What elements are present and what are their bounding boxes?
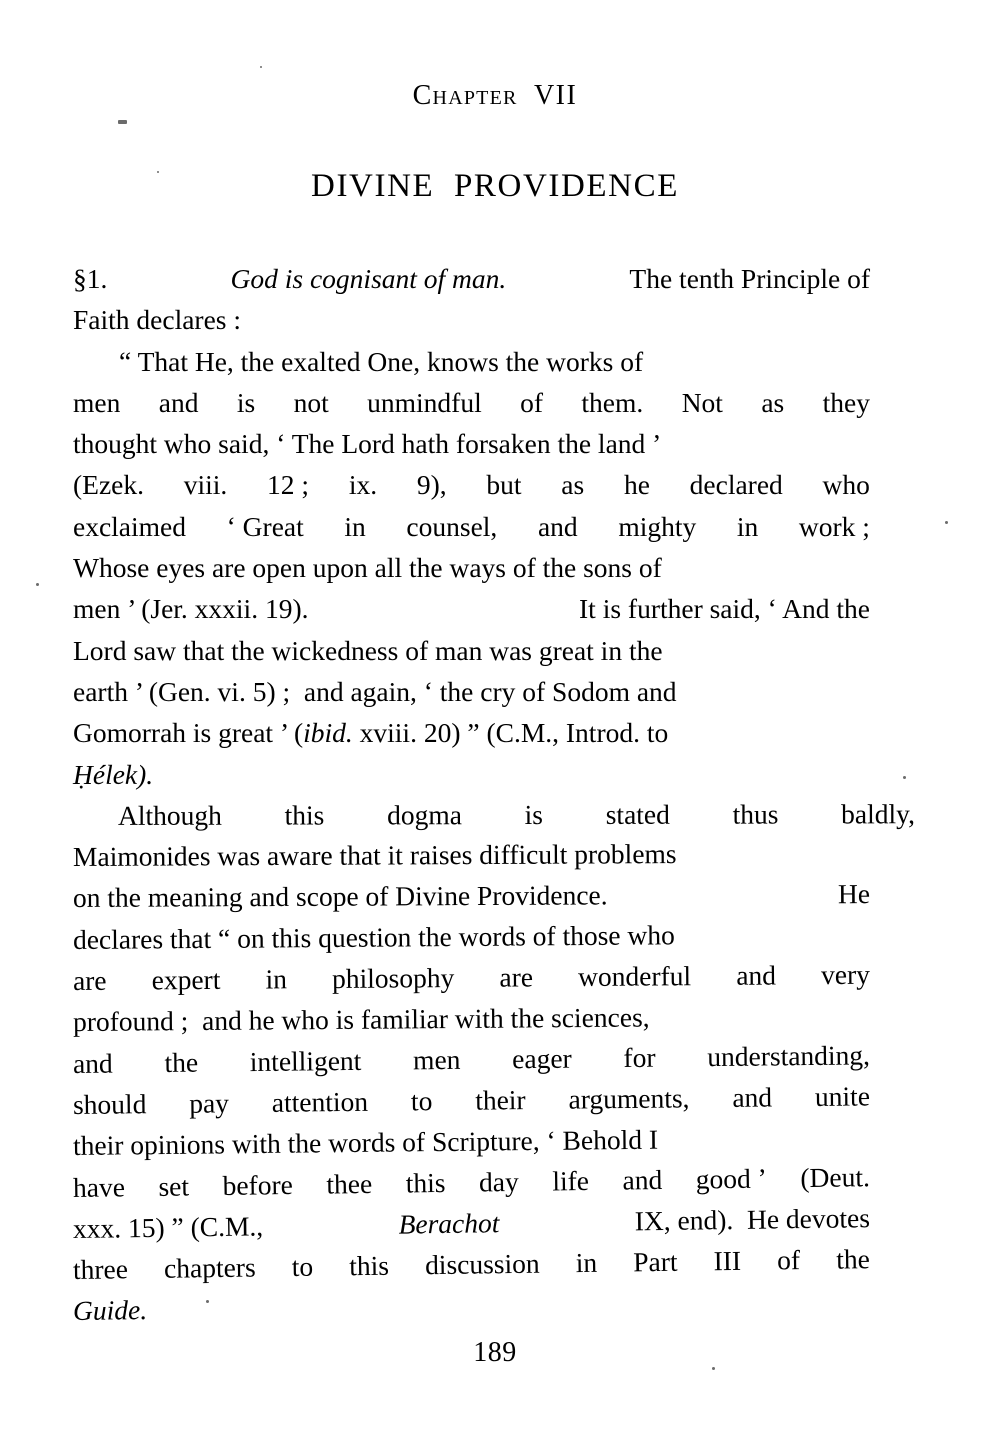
text-word: arguments, (568, 1082, 690, 1115)
text-word: (Ezek. (73, 469, 144, 501)
text-line (73, 874, 870, 919)
text-line: earth ’ (Gen. vi. 5) ; and again, ‘ the cry of Sodom and (73, 675, 677, 707)
section-marker: §1. (73, 263, 108, 294)
text-line: Whose eyes are open upon all the ways of the sons of (73, 552, 662, 584)
ibid-italic: ibid. (303, 717, 353, 749)
text-word: ‘ Great (226, 510, 304, 542)
chapter-heading-spacer (518, 80, 534, 111)
page-number: 189 (473, 1337, 517, 1368)
text-word: before (222, 1168, 294, 1201)
text-word: intelligent (249, 1044, 362, 1077)
chapter-heading-number: VII (533, 80, 578, 111)
text-word: not (293, 386, 329, 418)
section-heading-italic: God is cognisant of man. (230, 263, 507, 294)
text-word: is (236, 386, 256, 418)
text-word: this (405, 1166, 446, 1198)
scripture-citation: men ’ (Jer. xxxii. 19). (73, 593, 309, 625)
text-word: but (486, 469, 522, 501)
text-word: have (72, 1170, 126, 1203)
text-word: viii. (183, 469, 228, 501)
text-word: in (344, 510, 366, 542)
text-line (73, 793, 915, 836)
text-line (73, 954, 870, 1002)
text-line: declares that “ on this question the words of those who (72, 919, 675, 955)
text-word: are (72, 964, 107, 997)
text-word: in (265, 963, 288, 995)
text-line: Faith declares : (73, 304, 241, 336)
text-word: wonderful (577, 960, 692, 993)
text-word: of (520, 386, 544, 418)
scan-speckle (903, 776, 906, 779)
helek-italic: Ḥélek). (72, 758, 154, 790)
text-word: discussion (424, 1247, 540, 1281)
text-word: and (732, 1081, 773, 1113)
text-word: the (164, 1046, 199, 1078)
text-line: “ That He, the exalted One, knows the works of (119, 345, 644, 377)
text-fragment (353, 717, 360, 748)
text-word: III (713, 1245, 742, 1277)
text-line (73, 752, 873, 795)
scan-speckle (118, 120, 127, 124)
berachot-italic: Berachot (398, 1207, 500, 1240)
text-word: as (561, 469, 585, 501)
text-word: in (575, 1246, 598, 1279)
text-word: pay (189, 1087, 230, 1119)
text-word: 9), (416, 469, 447, 501)
text-line: their opinions with the words of Scripture, ‘ Behold I (72, 1123, 659, 1162)
scan-speckle (36, 583, 39, 586)
text-word: set (158, 1169, 190, 1202)
text-line (73, 506, 870, 547)
text-word: thus (732, 798, 779, 830)
text-word: Although (117, 799, 222, 831)
text-word: of (776, 1244, 801, 1276)
text-word: unmindful (367, 386, 482, 418)
text-word: good ’ (695, 1162, 768, 1195)
text-word: (Deut. (800, 1160, 871, 1193)
text-word: eager (512, 1042, 572, 1074)
text-word: he (623, 469, 650, 501)
text-word: they (822, 386, 870, 418)
text-fragment: Gomorrah is great ’ (73, 717, 288, 749)
scan-speckle (260, 66, 262, 68)
text-word: this (284, 799, 325, 831)
text-line (73, 712, 873, 753)
chapter-heading (0, 80, 990, 112)
body-text (72, 258, 915, 1332)
text-fragment: ( (287, 717, 304, 749)
text-word: for (623, 1041, 656, 1073)
text-word: this (349, 1249, 390, 1282)
text-word: and (537, 510, 578, 542)
text-word: thee (326, 1167, 373, 1200)
text-fragment: xviii. 20) ” (C.M., Introd. to (359, 717, 669, 749)
text-fragment: It is further said, ‘ And the (579, 593, 870, 625)
text-word: to (291, 1250, 314, 1283)
guide-italic: Guide. (72, 1294, 148, 1327)
text-word: exclaimed (73, 510, 186, 542)
text-word: Not (681, 386, 723, 418)
text-word: them. (581, 386, 644, 418)
text-word: counsel, (406, 510, 498, 542)
text-word: chapters (163, 1251, 256, 1284)
text-word: and (622, 1163, 663, 1196)
text-fragment: on the meaning and scope of Divine Providence. (72, 879, 608, 914)
text-fragment: He (837, 878, 871, 910)
text-word: ix. (348, 469, 378, 501)
text-word: their (475, 1084, 526, 1116)
text-word: the (835, 1243, 871, 1275)
text-word: philosophy (331, 962, 455, 995)
text-word: day (478, 1165, 519, 1198)
text-line (73, 258, 870, 299)
text-word: to (410, 1085, 433, 1117)
text-word: are (499, 961, 534, 993)
text-word: stated (605, 798, 670, 830)
scan-speckle (945, 521, 948, 524)
text-word: dogma (387, 799, 462, 831)
text-word: as (761, 386, 785, 418)
text-word: in (736, 510, 759, 542)
text-word: very (820, 958, 871, 991)
text-word: unite (814, 1080, 871, 1112)
text-fragment: xxx. 15) ” (C.M., (72, 1210, 264, 1244)
text-word: work ; (798, 510, 870, 542)
text-word: three (72, 1253, 129, 1286)
text-word: men (73, 386, 121, 418)
text-word: understanding, (707, 1039, 871, 1072)
text-line: Lord saw that the wickedness of man was great in the (73, 634, 663, 666)
page-title: DIVINE PROVIDENCE (311, 168, 679, 204)
text-word: declared (689, 469, 783, 501)
text-word: mighty (618, 510, 697, 542)
text-word: should (72, 1088, 147, 1120)
text-word: and (736, 959, 777, 991)
section-lead-in: The tenth Principle of (629, 263, 870, 294)
text-line (73, 588, 870, 629)
text-word: and (158, 386, 199, 418)
text-line (73, 464, 870, 505)
text-word: expert (151, 963, 221, 996)
text-line: thought who said, ‘ The Lord hath forsaken the land ’ (73, 428, 662, 460)
text-word: 12 ; (267, 469, 310, 501)
text-word: life (552, 1164, 590, 1197)
text-word: and (72, 1047, 113, 1079)
text-word: baldly, (841, 798, 915, 830)
chapter-heading-label: Chapter (412, 80, 518, 111)
text-line: Maimonides was aware that it raises difficult problems (72, 838, 677, 873)
text-word: men (412, 1043, 461, 1075)
text-word: is (524, 798, 544, 830)
text-word: Part (633, 1245, 678, 1278)
text-line (73, 382, 870, 423)
text-fragment: IX, end). He devotes (634, 1201, 871, 1237)
text-word: who (822, 469, 870, 501)
text-word: attention (271, 1085, 369, 1118)
text-line: profound ; and he who is familiar with the sciences, (72, 1001, 650, 1038)
text-line (73, 1280, 873, 1332)
